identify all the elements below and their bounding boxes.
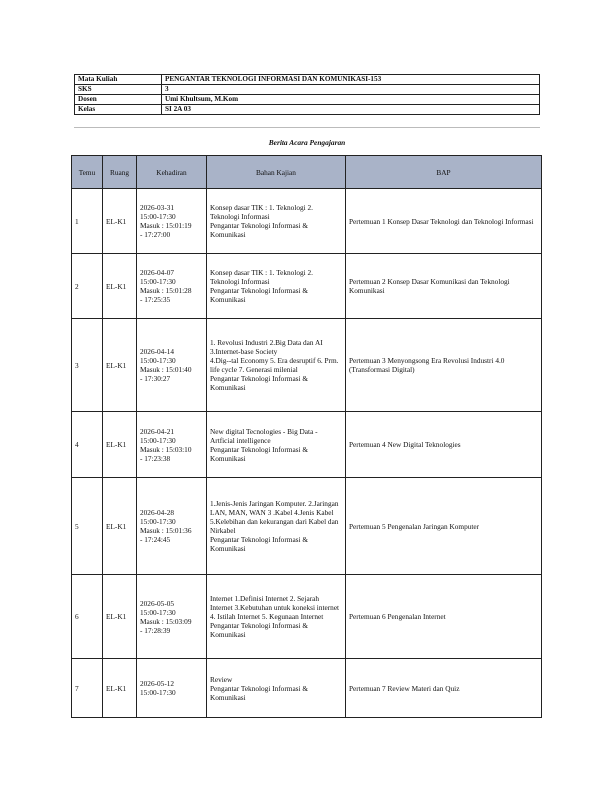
bahan-cell: New digital Tecnologies - Big Data - Artficial intelligence Pengantar Teknologi Informasi & Komunikasi [207, 412, 346, 478]
class-label: Kelas [75, 105, 162, 115]
temu-cell: 6 [72, 575, 103, 659]
sks-value: 3 [162, 85, 540, 95]
kehadiran-cell: 2026-05-12 15:00-17:30 [137, 659, 207, 718]
table-row [72, 659, 542, 718]
bap-cell: Pertemuan 4 New Digital Teknologies [346, 412, 542, 478]
temu-cell: 5 [72, 478, 103, 575]
class-value: SI 2A 03 [162, 105, 540, 115]
course-info-row [75, 75, 540, 85]
bap-cell: Pertemuan 6 Pengenalan Internet [346, 575, 542, 659]
ruang-cell: EL-K1 [103, 659, 137, 718]
table-row [72, 478, 542, 575]
bahan-cell: Internet 1.Definisi Internet 2. Sejarah Internet 3.Kebutuhan untuk koneksi internet 4. Istilah Internet 5. Kegunaan Internet Pengantar Teknologi Informasi & Komunikasi [207, 575, 346, 659]
ruang-cell: EL-K1 [103, 575, 137, 659]
kehadiran-cell: 2026-04-14 15:00-17:30 Masuk : 15:01:40 - 17:30:27 [137, 319, 207, 412]
kehadiran-cell: 2026-04-07 15:00-17:30 Masuk : 15:01:28 - 17:25:35 [137, 254, 207, 319]
bap-cell: Pertemuan 1 Konsep Dasar Teknologi dan Teknologi Informasi [346, 189, 542, 254]
temu-cell: 4 [72, 412, 103, 478]
ruang-cell: EL-K1 [103, 319, 137, 412]
lecturer-label: Dosen [75, 95, 162, 105]
course-info-row [75, 85, 540, 95]
bap-cell: Pertemuan 5 Pengenalan Jaringan Komputer [346, 478, 542, 575]
course-label: Mata Kuliah [75, 75, 162, 85]
teaching-record-table [71, 155, 542, 718]
bap-cell: Pertemuan 7 Review Materi dan Quiz [346, 659, 542, 718]
bahan-cell: 1. Revolusi Industri 2.Big Data dan AI 3.Internet-base Society 4.Dig--tal Economy 5. Era desruptif 6. Prm. life cycle 7. Generasi milenial Pengantar Teknologi Informasi & Komunikasi [207, 319, 346, 412]
kehadiran-cell: 2026-05-05 15:00-17:30 Masuk : 15:03:09 - 17:28:39 [137, 575, 207, 659]
sks-label: SKS [75, 85, 162, 95]
kehadiran-cell: 2026-04-21 15:00-17:30 Masuk : 15:03:10 - 17:23:38 [137, 412, 207, 478]
table-row [72, 575, 542, 659]
temu-cell: 7 [72, 659, 103, 718]
header-kehadiran: Kehadiran [137, 156, 207, 189]
section-title: Berita Acara Pengajaran [268, 138, 346, 147]
bahan-cell: Review Pengantar Teknologi Informasi & Komunikasi [207, 659, 346, 718]
lecturer-value: Umi Khultsum, M.Kom [162, 95, 540, 105]
temu-cell: 2 [72, 254, 103, 319]
temu-cell: 3 [72, 319, 103, 412]
ruang-cell: EL-K1 [103, 254, 137, 319]
table-header-row [72, 156, 542, 189]
course-info-table [74, 74, 540, 115]
table-row [72, 254, 542, 319]
table-row [72, 319, 542, 412]
bap-cell: Pertemuan 3 Menyongsong Era Revolusi Industri 4.0 (Transformasi Digital) [346, 319, 542, 412]
course-info-row [75, 95, 540, 105]
header-temu: Temu [72, 156, 103, 189]
ruang-cell: EL-K1 [103, 412, 137, 478]
header-bahan-kajian: Bahan Kajian [207, 156, 346, 189]
bahan-cell: Konsep dasar TIK : 1. Teknologi 2. Teknologi Informasi Pengantar Teknologi Informasi & Komunikasi [207, 254, 346, 319]
temu-cell: 1 [72, 189, 103, 254]
ruang-cell: EL-K1 [103, 189, 137, 254]
header-bap: BAP [346, 156, 542, 189]
bahan-cell: Konsep dasar TIK : 1. Teknologi 2. Teknologi Informasi Pengantar Teknologi Informasi & Komunikasi [207, 189, 346, 254]
table-row [72, 189, 542, 254]
bahan-cell: 1.Jenis-Jenis Jaringan Komputer. 2.Jaringan LAN, MAN, WAN 3 .Kabel 4.Jenis Kabel 5.Kelebihan dan kekurangan dari Kabel dan Nirkabel Pengantar Teknologi Informasi & Komunikasi [207, 478, 346, 575]
header-ruang: Ruang [103, 156, 137, 189]
divider [74, 127, 540, 128]
table-row [72, 412, 542, 478]
kehadiran-cell: 2026-04-28 15:00-17:30 Masuk : 15:01:36 - 17:24:45 [137, 478, 207, 575]
bap-cell: Pertemuan 2 Konsep Dasar Komunikasi dan Teknologi Komunikasi [346, 254, 542, 319]
kehadiran-cell: 2026-03-31 15:00-17:30 Masuk : 15:01:19 - 17:27:00 [137, 189, 207, 254]
ruang-cell: EL-K1 [103, 478, 137, 575]
course-value: PENGANTAR TEKNOLOGI INFORMASI DAN KOMUNIKASI-153 [162, 75, 540, 85]
course-info-row [75, 105, 540, 115]
